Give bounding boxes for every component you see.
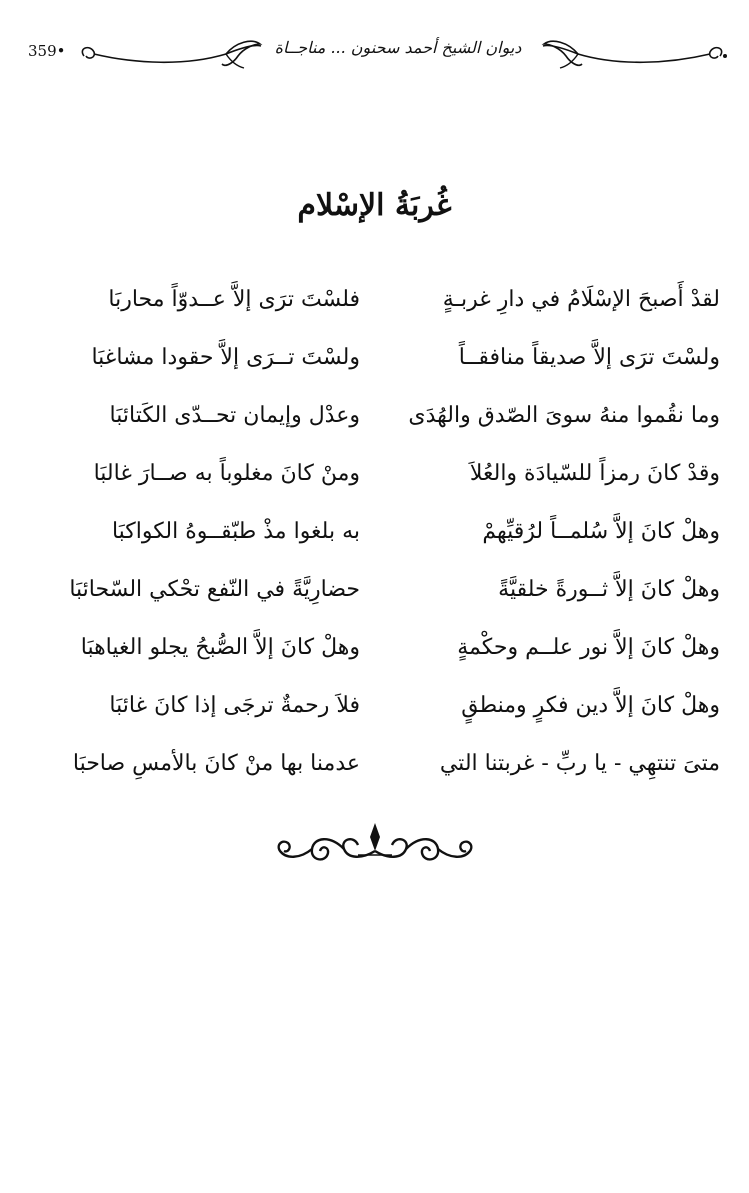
page-header: [28, 18, 718, 78]
verse-second-hemistich: عدمنا بها منْ كانَ بالأمسِ صاحبَا: [72, 750, 360, 776]
verse-first-hemistich: وقدْ كانَ رمزاً للسّيادَة والعُلاَ: [469, 460, 720, 486]
end-flourish-ornament: [270, 815, 480, 875]
verse-second-hemistich: وعدْل وإيمان تحــدّى الكَتائبَا: [109, 402, 360, 428]
verse-first-hemistich: وهلْ كانَ إلاَّ ثــورةً خلقيَّةً: [498, 576, 720, 602]
verse-second-hemistich: ولسْتَ تــرَى إلاَّ حقودا مشاغبَا: [91, 344, 360, 370]
verse-first-hemistich: متىَ تنتهِي - يا ربِّ - غربتنا التي: [439, 750, 720, 776]
verse-line: [40, 618, 720, 676]
verse-first-hemistich: وهلْ كانَ إلاَّ دين فكرٍ ومنطقٍ: [461, 692, 720, 718]
verse-second-hemistich: ومنْ كانَ مغلوباً به صــارَ غالبَا: [93, 460, 360, 486]
verse-first-hemistich: وهلْ كانَ إلاَّ نور علــم وحكْمةٍ: [457, 634, 720, 660]
verse-first-hemistich: وما نقُموا منهُ سوىَ الصّدق والهُدَى: [408, 402, 720, 428]
flourish-ornament-right: [538, 34, 728, 74]
verse-line: [40, 502, 720, 560]
verse-second-hemistich: فلاَ رحمةٌ ترجَى إذا كانَ غائبَا: [109, 692, 360, 718]
running-title: ديوان الشيخ أحمد سحنون ... مناجــاة: [274, 38, 522, 57]
verse-line: [40, 734, 720, 792]
verse-first-hemistich: لقدْ أَصبحَ الإسْلَامُ في دارِ غربـةٍ: [442, 286, 720, 312]
verse-line: [40, 386, 720, 444]
poem-title: غُربَةُ الإسْلام: [297, 188, 452, 223]
verse-line: [40, 328, 720, 386]
verse-second-hemistich: فلسْتَ ترَى إلاَّ عــدوّاً محاربَا: [108, 286, 360, 312]
flourish-ornament-left: [76, 34, 266, 74]
verse-second-hemistich: به بلغوا مذْ طبّقــوهُ الكواكبَا: [111, 518, 360, 544]
verse-second-hemistich: حضارِيَّةً في النّفع تحْكي السّحائبَا: [69, 576, 360, 602]
verse-first-hemistich: وهلْ كانَ إلاَّ سُلمــاً لرُقيِّهمْ: [482, 518, 720, 544]
verse-line: [40, 560, 720, 618]
verse-second-hemistich: وهلْ كانَ إلاَّ الصُّبحُ يجلو الغياهبَا: [80, 634, 360, 660]
verse-line: [40, 270, 720, 328]
page-number: 359•: [28, 42, 66, 60]
verse-first-hemistich: ولسْتَ ترَى إلاَّ صديقاً منافقــاً: [458, 344, 720, 370]
poem-body: [40, 270, 720, 792]
verse-line: [40, 676, 720, 734]
verse-line: [40, 444, 720, 502]
